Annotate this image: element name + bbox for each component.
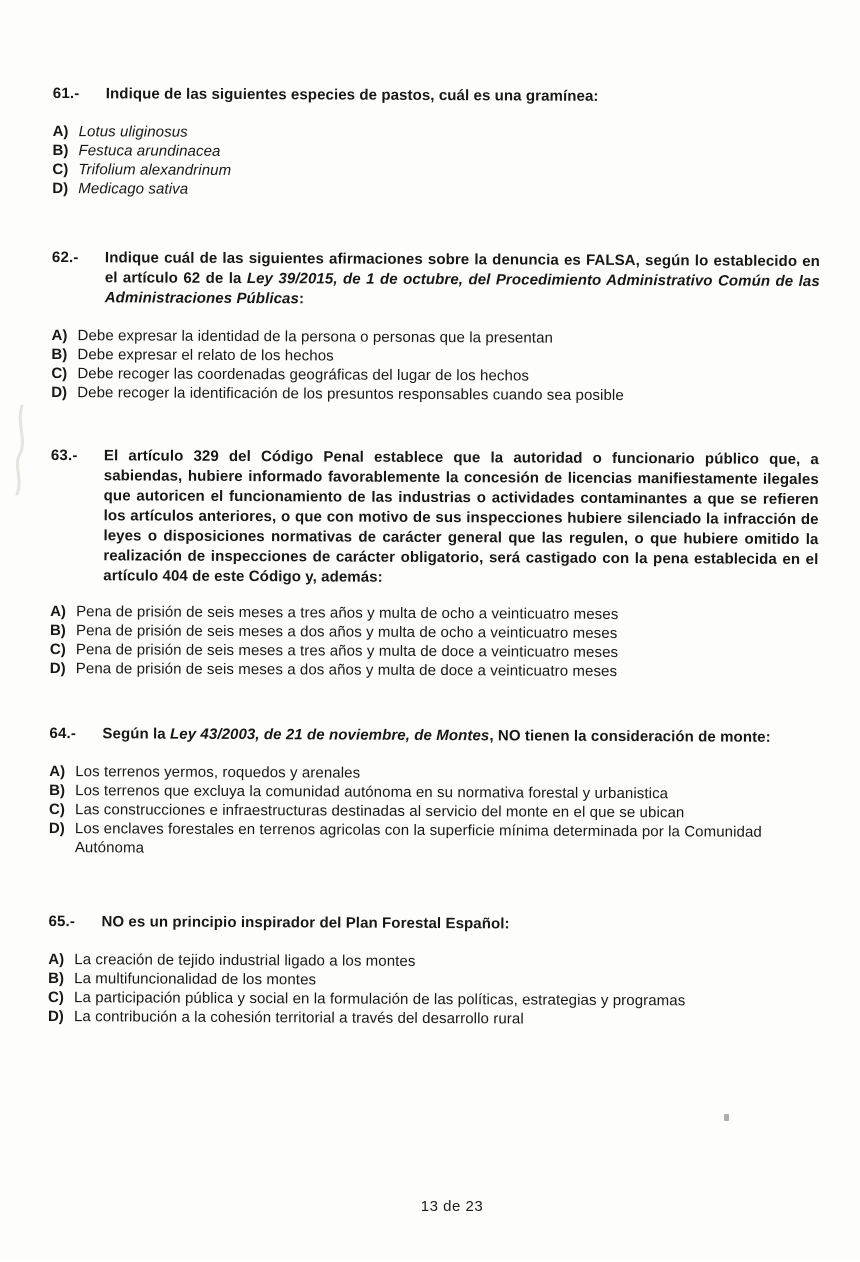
option-row <box>51 383 819 406</box>
options-list <box>51 326 819 406</box>
question-number: 64.- <box>49 725 77 743</box>
option-letter: C) <box>49 641 66 659</box>
question-number: 63.- <box>50 447 78 465</box>
question-number: 61.- <box>52 85 80 103</box>
options-list <box>48 950 816 1030</box>
option-text: La participación pública y social en la formulación de las políticas, estrategias y programas <box>74 989 686 1010</box>
option-letter: B) <box>52 142 69 160</box>
option-letter: B) <box>51 346 68 364</box>
option-letter: D) <box>52 180 69 198</box>
question-65-head <box>48 912 816 936</box>
option-letter: B) <box>48 970 65 988</box>
option-text: Pena de prisión de seis meses a tres años y multa de doce a veinticuatro meses <box>75 641 619 661</box>
question-text <box>101 912 816 936</box>
scan-speck-artifact <box>724 1114 729 1121</box>
option-text: Pena de prisión de seis meses a dos años y multa de ocho a veinticuatro meses <box>75 622 618 642</box>
option-text: La contribución a la cohesión territorial a través del desarrollo rural <box>73 1008 524 1028</box>
question-text <box>105 248 820 312</box>
options-list <box>49 762 817 861</box>
question-text-law-citation: Ley 43/2003, de 21 de noviembre, de Montes <box>170 725 490 745</box>
option-text: Los terrenos yermos, roquedos y arenales <box>75 763 361 782</box>
question-text <box>102 724 817 748</box>
question-65 <box>48 912 817 1030</box>
option-letter: A) <box>49 763 66 781</box>
option-letter: A) <box>48 951 65 969</box>
options-list <box>52 122 820 202</box>
option-text: La creación de tejido industrial ligado a los montes <box>74 951 416 970</box>
question-number: 62.- <box>51 249 79 267</box>
option-text: Debe recoger las coordenadas geográficas del lugar de los hechos <box>77 365 530 385</box>
option-letter: D) <box>49 660 66 678</box>
question-text <box>106 84 821 108</box>
question-61-head <box>53 84 821 108</box>
option-row <box>50 659 818 682</box>
option-letter: D) <box>51 384 68 402</box>
option-letter: C) <box>51 365 68 383</box>
page-number: 13 de 23 <box>420 1198 484 1215</box>
option-letter: C) <box>52 161 69 179</box>
option-text: Debe expresar el relato de los hechos <box>77 346 334 365</box>
option-letter: B) <box>49 782 66 800</box>
option-text: Las construcciones e infraestructuras destinadas al servicio del monte en el que se ubican <box>75 801 685 822</box>
question-text-law-citation: Ley 39/2015, de 1 de octubre, del Procedimiento Administrativo Común de las Administraciones Públicas <box>104 270 820 308</box>
option-letter: A) <box>52 123 69 141</box>
question-text-after: , NO tienen la consideración de monte: <box>489 727 771 746</box>
question-text-main: Indique de las siguientes especies de pastos, cuál es una gramínea: <box>105 85 599 105</box>
question-text-before: Indique cuál de las siguientes afirmaciones sobre la denuncia es FALSA, según lo establecido en el artículo 62 de la <box>104 249 820 288</box>
question-62-head <box>52 248 820 312</box>
option-letter: C) <box>48 989 64 1007</box>
question-text-before: Según la <box>102 725 171 743</box>
option-text: Debe expresar la identidad de la persona o personas que la presentan <box>77 327 554 347</box>
option-letter: C) <box>49 801 65 819</box>
option-text: Trifolium alexandrinum <box>78 161 232 179</box>
option-row <box>52 179 820 202</box>
option-text: Medicago sativa <box>78 180 189 198</box>
question-62 <box>51 248 820 406</box>
option-row <box>48 1007 816 1030</box>
option-row <box>49 819 817 861</box>
question-text-after: : <box>298 290 305 308</box>
option-text: Pena de prisión de seis meses a tres años y multa de ocho a veinticuatro meses <box>76 603 619 623</box>
options-list <box>50 602 818 682</box>
question-text <box>103 446 819 590</box>
question-64 <box>49 724 818 861</box>
option-letter: B) <box>49 622 66 640</box>
option-text: Lotus uliginosus <box>78 123 188 141</box>
question-text-main: NO es un principio inspirador del Plan Forestal Español: <box>101 913 510 933</box>
option-letter: A) <box>50 603 66 621</box>
option-text: Los terrenos que excluya la comunidad autónoma en su normativa forestal y urbanistica <box>75 782 669 803</box>
question-number: 65.- <box>48 913 76 931</box>
option-text: Pena de prisión de seis meses a dos años y multa de doce a veinticuatro meses <box>75 660 618 680</box>
question-61 <box>52 84 821 202</box>
option-text: Debe recoger la identificación de los presuntos responsables cuando sea posible <box>77 384 624 405</box>
question-63-head <box>50 446 819 590</box>
option-letter: D) <box>47 1008 64 1026</box>
question-63 <box>50 446 819 682</box>
question-64-head <box>49 724 817 748</box>
option-letter: A) <box>51 327 68 345</box>
option-text: Los enclaves forestales en terrenos agricolas con la superficie mínima determinada por la Comunidad Autónoma <box>74 820 762 857</box>
option-text: Festuca arundinacea <box>78 142 221 160</box>
option-letter: D) <box>48 820 65 838</box>
option-text: La multifuncionalidad de los montes <box>74 970 317 989</box>
question-text-main: El artículo 329 del Código Penal establece que la autoridad o funcionario público que, a sabiendas, hubiere informado favorablemente la concesión de licencias manifiestamente ilegales que autoricen el funcionamiento de las industrias o actividades contaminantes a que se refieren los artículos anteriores, o que con motivo de sus inspecciones hubiere silenciado la infracción de leyes o disposiciones normativas de carácter general que las regulen, o que hubiere omitido la realización de inspecciones de carácter obligatorio, será castigado con la pena establecida en el artículo 404 de este Código y, además: <box>103 447 819 586</box>
